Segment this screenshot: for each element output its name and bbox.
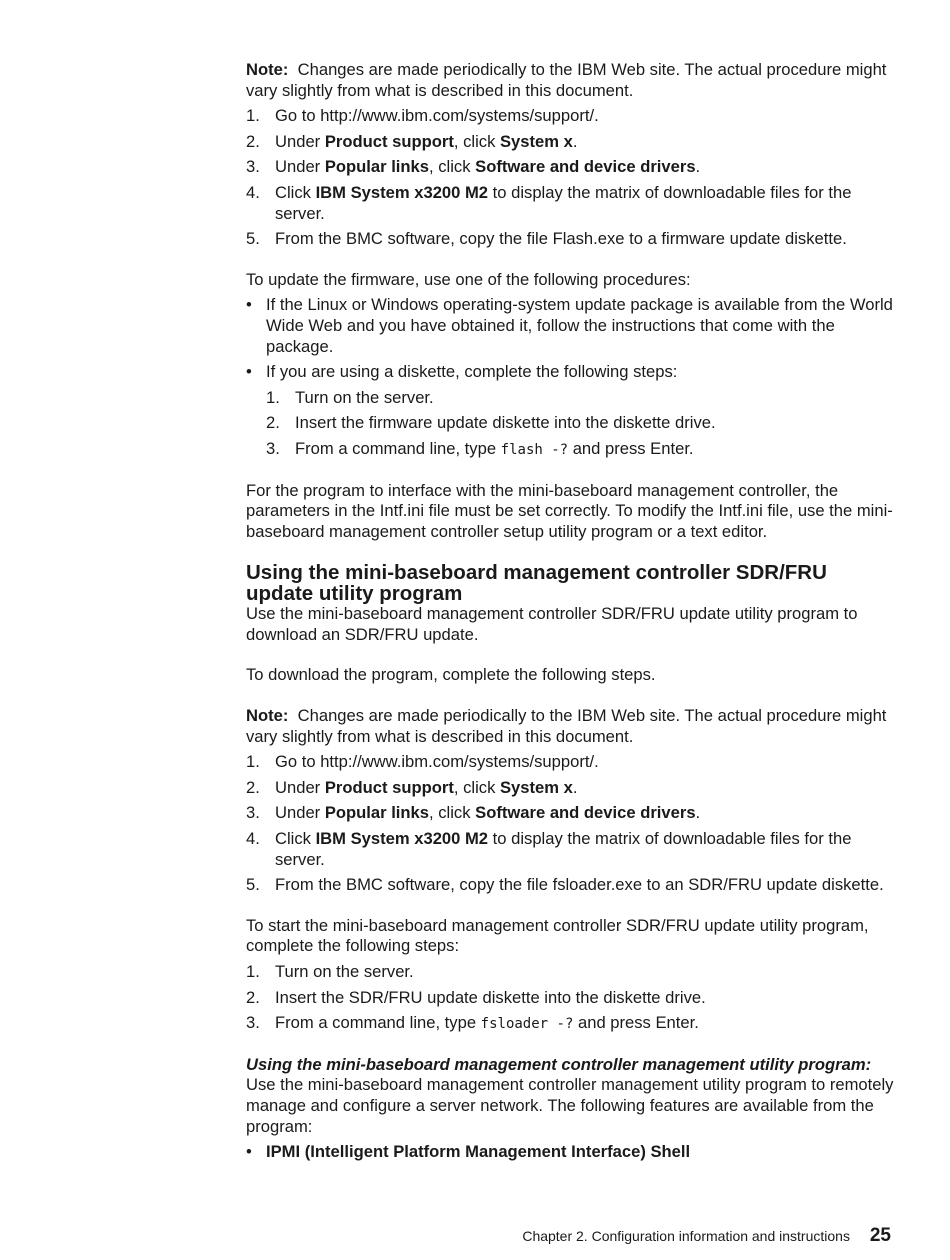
download-intro: To download the program, complete the following steps. xyxy=(246,665,656,685)
note-label: Note: xyxy=(246,706,289,726)
step-text: From a command line, type xyxy=(295,438,501,458)
step-number: 2. xyxy=(266,413,280,433)
sdr-intro: Use the mini-baseboard management controller SDR/FRU update utility program to download an SDR/FRU update. xyxy=(246,604,858,644)
ui-term: System x xyxy=(499,131,573,151)
step-item xyxy=(266,388,896,409)
ui-term: System x xyxy=(499,777,573,797)
step-item xyxy=(246,752,896,773)
list-item xyxy=(246,1142,896,1163)
step-text: Turn on the server. xyxy=(295,387,434,407)
section-heading: Using the mini-baseboard management controller SDR/FRU update utility program xyxy=(246,561,827,606)
bullet-icon: • xyxy=(246,362,252,382)
command-text: flash -? xyxy=(500,441,569,458)
ui-term: Popular links xyxy=(324,157,430,177)
update-procedures-list xyxy=(246,295,896,460)
ui-term: Popular links xyxy=(324,803,430,823)
ui-term: Product support xyxy=(324,777,454,797)
start-steps xyxy=(246,962,896,1035)
step-item xyxy=(246,962,896,983)
step-text: Under xyxy=(275,131,325,151)
step-item xyxy=(246,132,896,153)
step-text: Go to http://www.ibm.com/systems/support/. xyxy=(275,106,599,126)
step-number: 4. xyxy=(246,829,260,849)
step-text: Turn on the server. xyxy=(275,962,414,981)
step-text: From the BMC software, copy the file fsloader.exe to an SDR/FRU update diskette. xyxy=(275,875,884,895)
note-text: Changes are made periodically to the IBM Web site. The actual procedure might vary slightly from what is described in this document. xyxy=(246,706,887,746)
list-item xyxy=(246,295,896,357)
note-2 xyxy=(246,706,896,747)
step-number: 5. xyxy=(246,875,260,895)
intf-paragraph: For the program to interface with the mini-baseboard management controller, the parameters in the Intf.ini file must be set correctly. To modify the Intf.ini file, use the mini-baseboard management controller setup utility program or a text editor. xyxy=(246,480,893,541)
step-item xyxy=(246,1013,896,1035)
download-steps-sdr xyxy=(246,752,896,896)
features-list xyxy=(246,1142,896,1163)
step-text: , click xyxy=(429,803,476,823)
step-number: 3. xyxy=(266,438,280,458)
step-number: 3. xyxy=(246,803,260,823)
step-text: Click xyxy=(275,829,316,849)
step-text: Insert the firmware update diskette into the diskette drive. xyxy=(295,413,716,433)
step-item xyxy=(266,439,896,461)
chapter-title: Chapter 2. Configuration information and instructions xyxy=(522,1228,850,1244)
page-footer xyxy=(522,1226,891,1247)
start-intro: To start the mini-baseboard management controller SDR/FRU update utility program, complete the following steps: xyxy=(246,915,869,956)
step-text: . xyxy=(695,157,701,177)
step-text: , click xyxy=(453,777,500,797)
step-text: and press Enter. xyxy=(568,438,694,458)
step-text: Go to http://www.ibm.com/systems/support/. xyxy=(275,752,599,772)
step-text: to display the matrix of downloadable files for the server. xyxy=(275,829,852,869)
bullet-text: If you are using a diskette, complete the following steps: xyxy=(266,362,678,382)
step-number: 4. xyxy=(246,182,260,202)
step-text: Under xyxy=(275,777,325,797)
step-number: 2. xyxy=(246,987,260,1007)
step-item xyxy=(266,413,896,434)
download-steps-firmware xyxy=(246,106,896,250)
step-text: and press Enter. xyxy=(573,1013,699,1033)
note-text: Changes are made periodically to the IBM Web site. The actual procedure might vary slightly from what is described in this document. xyxy=(246,60,887,100)
step-item xyxy=(246,988,896,1009)
step-number: 1. xyxy=(246,962,260,981)
list-item xyxy=(246,362,896,460)
step-number: 2. xyxy=(246,131,260,151)
step-item xyxy=(246,875,896,896)
feature-text: IPMI (Intelligent Platform Management Interface) Shell xyxy=(266,1142,691,1162)
step-text: Insert the SDR/FRU update diskette into the diskette drive. xyxy=(275,987,706,1007)
step-text: , click xyxy=(453,131,500,151)
runin-heading: Using the mini-baseboard management controller management utility program: xyxy=(246,1054,872,1074)
step-number: 1. xyxy=(246,752,260,772)
update-intro: To update the firmware, use one of the following procedures: xyxy=(246,269,691,289)
step-number: 1. xyxy=(266,387,280,407)
bullet-text: If the Linux or Windows operating-system update package is available from the World Wide Web and you have obtained it, follow the instructions that come with the package. xyxy=(266,295,893,356)
ui-term: Software and device drivers xyxy=(475,803,696,823)
step-text: Under xyxy=(275,803,325,823)
step-text: From the BMC software, copy the file Flash.exe to a firmware update diskette. xyxy=(275,229,847,249)
step-number: 3. xyxy=(246,157,260,177)
ui-term: Product support xyxy=(324,131,454,151)
step-text: . xyxy=(572,131,578,151)
step-number: 2. xyxy=(246,777,260,797)
step-item xyxy=(246,183,896,224)
page-content xyxy=(246,60,896,1183)
note-1 xyxy=(246,60,896,101)
bullet-icon: • xyxy=(246,295,252,315)
step-text: From a command line, type xyxy=(275,1013,481,1033)
ui-term: Software and device drivers xyxy=(475,157,696,177)
step-text: Click xyxy=(275,182,316,202)
command-text: fsloader -? xyxy=(480,1016,574,1033)
step-number: 3. xyxy=(246,1013,260,1033)
step-item xyxy=(246,778,896,799)
diskette-steps xyxy=(266,388,896,461)
management-text: Use the mini-baseboard management controller management utility program to remotely manage and configure a server network. The following features are available from the program: xyxy=(246,1075,894,1136)
step-number: 5. xyxy=(246,229,260,249)
step-text: . xyxy=(695,803,701,823)
step-text: , click xyxy=(429,157,476,177)
step-text: Under xyxy=(275,157,325,177)
step-number: 1. xyxy=(246,106,260,126)
page-number: 25 xyxy=(869,1225,891,1246)
ui-term: IBM System x3200 M2 xyxy=(315,829,489,849)
step-item xyxy=(246,829,896,870)
note-label: Note: xyxy=(246,60,289,79)
step-item xyxy=(246,106,896,127)
ui-term: IBM System x3200 M2 xyxy=(315,182,489,202)
step-item xyxy=(246,229,896,250)
bullet-icon: • xyxy=(246,1142,252,1162)
step-text: . xyxy=(572,777,578,797)
management-utility-paragraph xyxy=(246,1055,896,1137)
step-item xyxy=(246,157,896,178)
step-item xyxy=(246,803,896,824)
step-text: to display the matrix of downloadable files for the server. xyxy=(275,182,852,223)
